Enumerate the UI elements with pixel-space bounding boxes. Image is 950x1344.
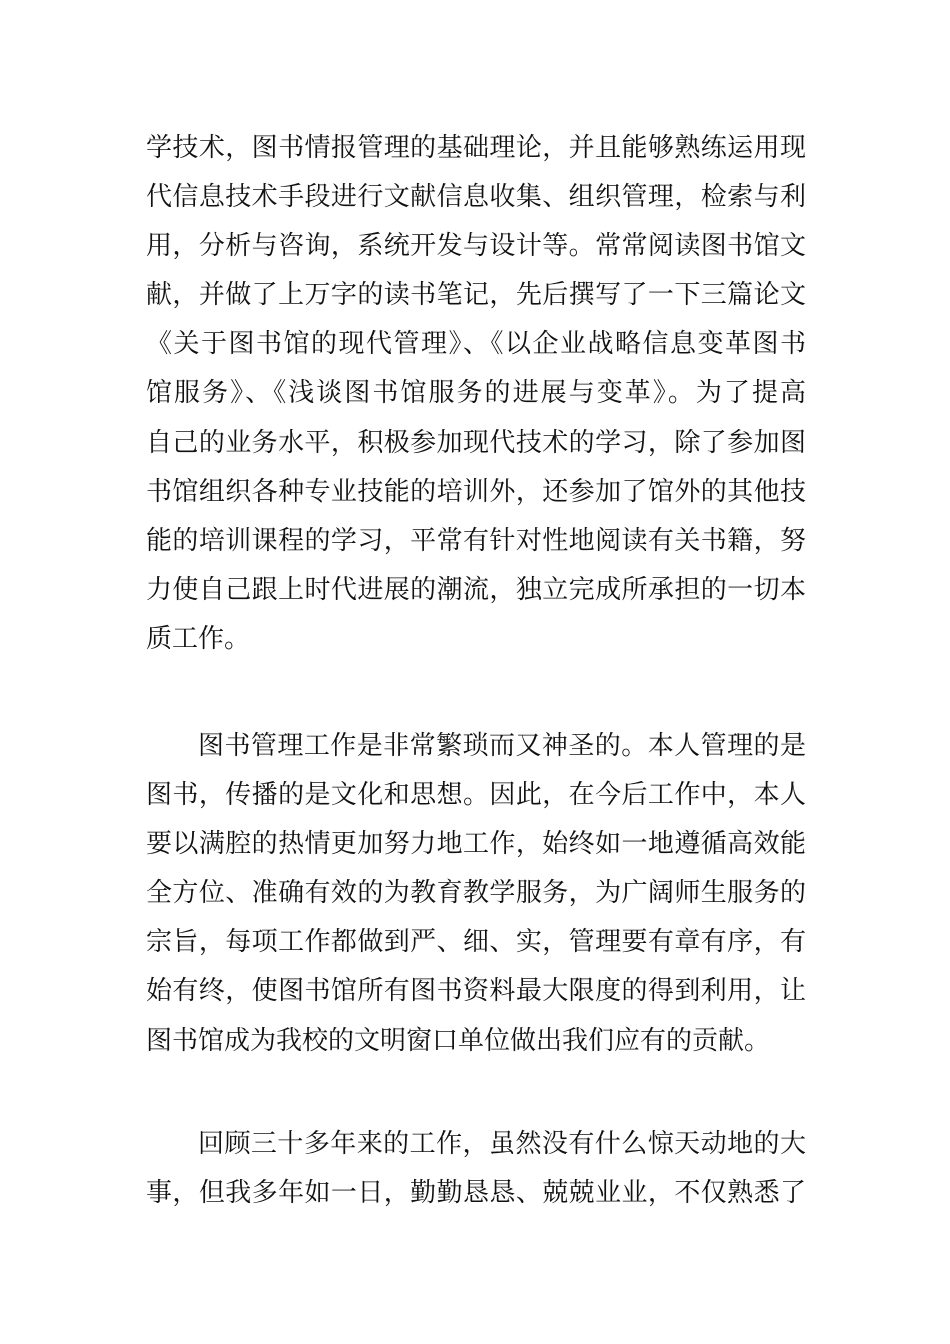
paragraph-line: 献，并做了上万字的读书笔记，先后撰写了一下三篇论文 [146,280,806,311]
paragraph-line: 力使自己跟上时代进展的潮流，独立完成所承担的一切本 [146,574,806,605]
paragraph-line: 能的培训课程的学习，平常有针对性地阅读有关书籍，努 [146,525,806,556]
paragraph-2 [146,722,806,1066]
paragraph-line: 始有终，使图书馆所有图书资料最大限度的得到利用，让 [146,976,806,1007]
paragraph-line: 宗旨，每项工作都做到严、细、实，管理要有章有序，有 [146,927,806,958]
paragraph-line: 用，分析与咨询，系统开发与设计等。常常阅读图书馆文 [146,231,806,262]
paragraph-line: 馆服务》、《浅谈图书馆服务的进展与变革》。为了提高 [146,378,806,409]
paragraph-line: 学技术，图书情报管理的基础理论，并且能够熟练运用现 [146,133,806,163]
paragraph-line: 代信息技术手段进行文献信息收集、组织管理，检索与利 [146,182,806,213]
paragraph-line: 质工作。 [146,623,251,654]
paragraph-3 [146,1120,806,1218]
paragraph-line: 全方位、准确有效的为教育教学服务，为广阔师生服务的 [146,878,806,909]
paragraph-line: 图书管理工作是非常繁琐而又神圣的。本人管理的是 [198,731,806,761]
paragraph-line: 图书，传播的是文化和思想。因此，在今后工作中，本人 [146,780,806,811]
paragraph-line: 书馆组织各种专业技能的培训外，还参加了馆外的其他技 [146,476,806,507]
paragraph-line: 图书馆成为我校的文明窗口单位做出我们应有的贡献。 [146,1025,771,1056]
paragraph-1 [146,124,806,664]
paragraph-line: 自己的业务水平，积极参加现代技术的学习，除了参加图 [146,427,806,458]
paragraph-line: 事，但我多年如一日，勤勤恳恳、兢兢业业，不仅熟悉了 [146,1178,806,1209]
paragraph-line: 回顾三十多年来的工作，虽然没有什么惊天动地的大 [198,1129,806,1159]
paragraph-line: 要以满腔的热情更加努力地工作，始终如一地遵循高效能 [146,829,806,860]
paragraph-line: 《关于图书馆的现代管理》、《以企业战略信息变革图书 [146,329,806,360]
